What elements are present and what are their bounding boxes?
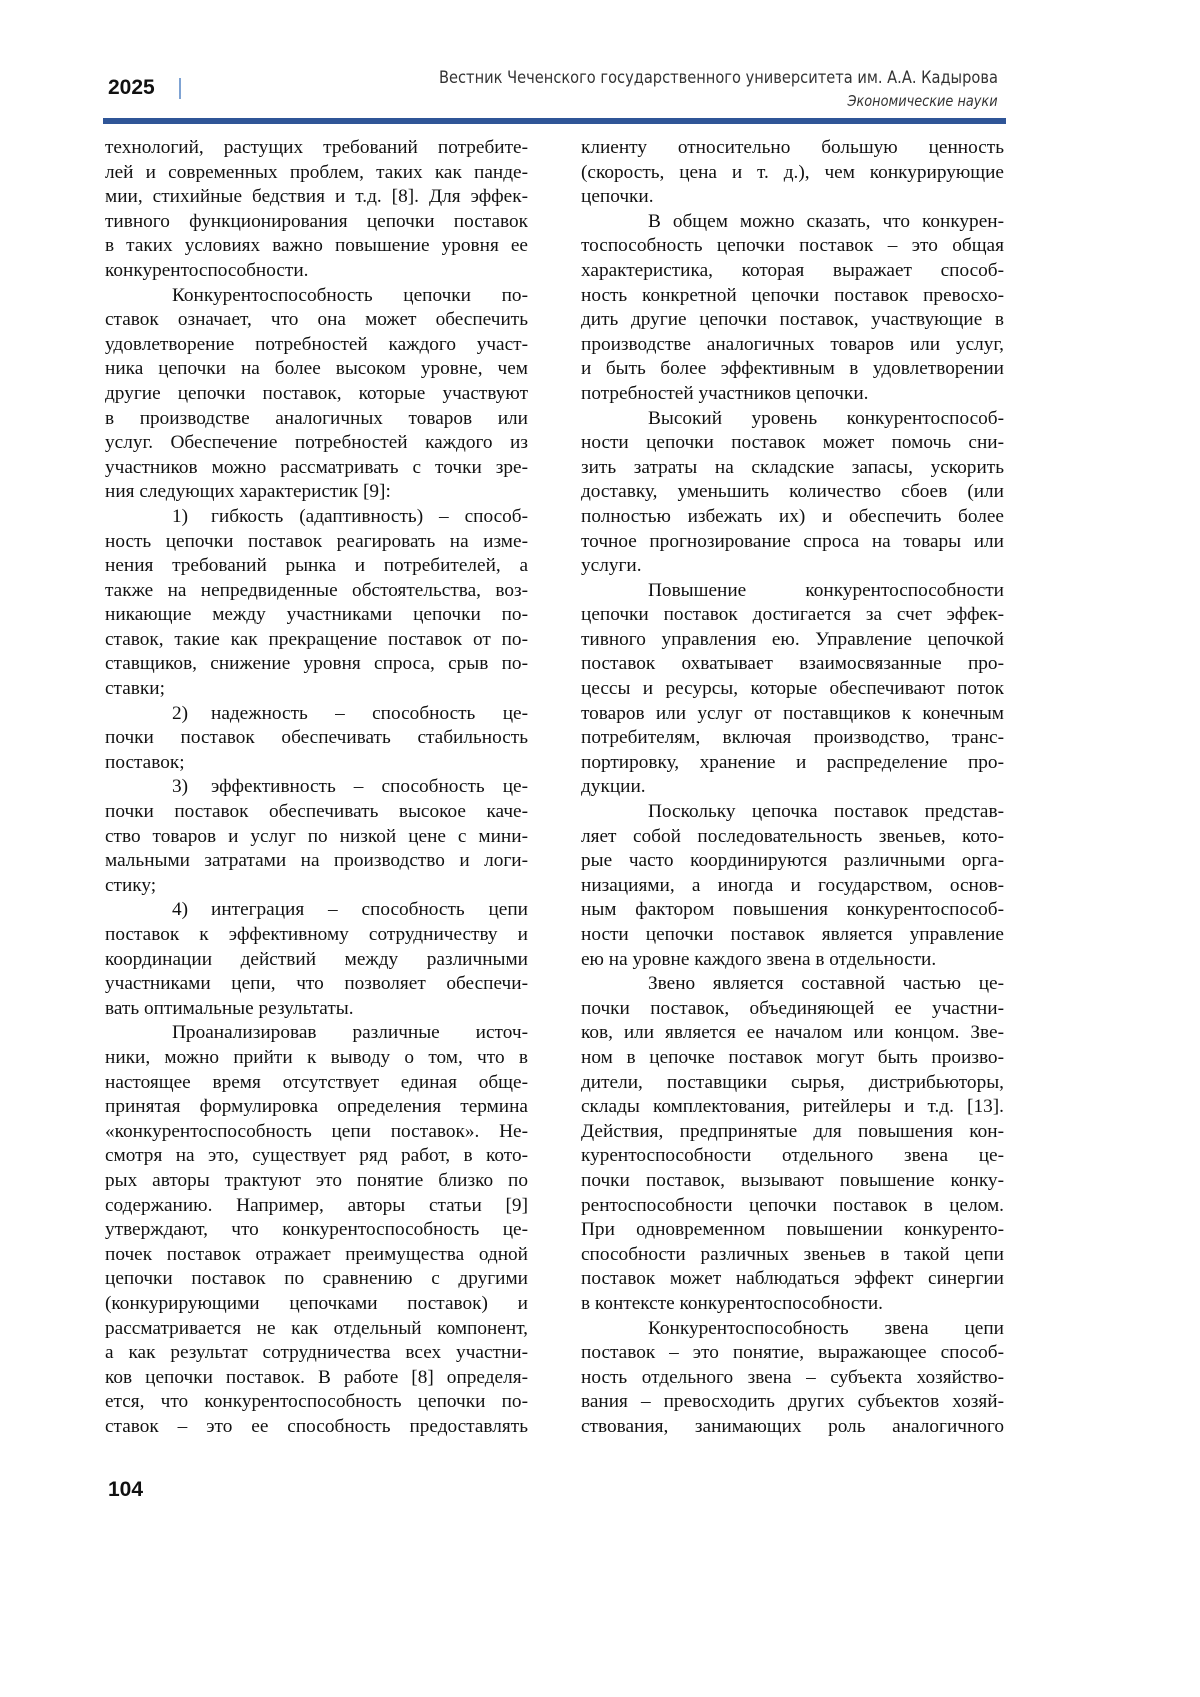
line-text: цепочки. xyxy=(581,185,1004,210)
text-line xyxy=(105,825,528,850)
line-text: тивного функционирования цепочки поставок xyxy=(105,210,528,235)
text-line xyxy=(581,1292,1004,1317)
text-line xyxy=(581,652,1004,677)
line-text: При одновременном повышении конкуренто- xyxy=(581,1218,1004,1243)
line-text: Конкурентоспособность цепочки по- xyxy=(172,284,528,309)
text-line xyxy=(581,1046,1004,1071)
line-text: ков цепочки поставок. В работе [8] определя- xyxy=(105,1366,528,1391)
paragraph xyxy=(105,505,528,702)
text-line xyxy=(105,1366,528,1391)
line-text: ство товаров и услуг по низкой цене с мини- xyxy=(105,825,528,850)
header-rule xyxy=(103,118,1006,124)
text-line xyxy=(105,1021,528,1046)
paragraph xyxy=(105,898,528,1021)
text-line xyxy=(581,923,1004,948)
text-line xyxy=(581,1021,1004,1046)
line-text: Конкурентоспособность звена цепи xyxy=(648,1317,1004,1342)
line-text: дить другие цепочки поставок, участвующие в xyxy=(581,308,1004,333)
paragraph xyxy=(581,407,1004,579)
text-line xyxy=(105,751,528,776)
text-line xyxy=(105,1071,528,1096)
line-text: ков, или является ее началом или концом. Зве- xyxy=(581,1021,1004,1046)
line-text: ным фактором повышения конкурентоспособ- xyxy=(581,898,1004,923)
line-text: клиенту относительно большую ценность xyxy=(581,136,1004,161)
line-text: принятая формулировка определения термина xyxy=(105,1095,528,1120)
line-text: вания – превосходить других субъектов хозяй- xyxy=(581,1390,1004,1415)
line-text: цепочки поставок по сравнению с другими xyxy=(105,1267,528,1292)
line-text: склады комплектования, ритейлеры и т.д. [13]. xyxy=(581,1095,1004,1120)
paragraph xyxy=(581,210,1004,407)
paragraph xyxy=(581,579,1004,800)
text-line xyxy=(581,726,1004,751)
text-line xyxy=(105,800,528,825)
line-text: услуги. xyxy=(581,554,1004,579)
text-line xyxy=(105,849,528,874)
line-text: интеграция – способность цепи xyxy=(211,898,528,923)
text-line xyxy=(105,136,528,161)
line-text: дукции. xyxy=(581,775,1004,800)
line-text: поставок охватывает взаимосвязанные про- xyxy=(581,652,1004,677)
text-line xyxy=(105,1267,528,1292)
line-text: другие цепочки поставок, которые участвуют xyxy=(105,382,528,407)
line-text: стику; xyxy=(105,874,528,899)
text-line xyxy=(105,456,528,481)
text-line xyxy=(581,136,1004,161)
line-text: (конкурирующими цепочками поставок) и xyxy=(105,1292,528,1317)
text-line xyxy=(105,1390,528,1415)
text-line xyxy=(105,702,528,727)
text-line xyxy=(581,1218,1004,1243)
text-line xyxy=(105,308,528,333)
line-text: смотря на это, существует ряд работ, в кото- xyxy=(105,1144,528,1169)
list-marker: 3) xyxy=(172,775,211,800)
line-text: поставок может наблюдаться эффект синергии xyxy=(581,1267,1004,1292)
page-number: 104 xyxy=(108,1478,143,1502)
line-text: и быть более эффективным в удовлетворении xyxy=(581,357,1004,382)
text-line xyxy=(581,505,1004,530)
line-text: ность цепочки поставок реагировать на изме- xyxy=(105,530,528,555)
line-text: вать оптимальные результаты. xyxy=(105,997,528,1022)
line-text: (скорость, цена и т. д.), чем конкурирующие xyxy=(581,161,1004,186)
line-text: ния следующих характеристик [9]: xyxy=(105,480,528,505)
line-text: участниками цепи, что позволяет обеспечи- xyxy=(105,972,528,997)
line-text: также на непредвиденные обстоятельства, воз- xyxy=(105,579,528,604)
text-line xyxy=(581,357,1004,382)
line-text: характеристика, которая выражает способ- xyxy=(581,259,1004,284)
text-line xyxy=(105,1120,528,1145)
year-divider xyxy=(179,78,181,99)
text-line xyxy=(581,431,1004,456)
line-text: способности различных звеньев в такой цепи xyxy=(581,1243,1004,1268)
text-line xyxy=(581,234,1004,259)
paragraph xyxy=(105,775,528,898)
line-text: Звено является составной частью це- xyxy=(648,972,1004,997)
line-text: низациями, а иногда и государством, основ- xyxy=(581,874,1004,899)
text-line xyxy=(105,1046,528,1071)
text-line xyxy=(105,333,528,358)
line-text: производстве аналогичных товаров или услуг, xyxy=(581,333,1004,358)
paragraph xyxy=(105,284,528,505)
text-line xyxy=(105,1169,528,1194)
text-line xyxy=(105,259,528,284)
line-text: рые часто координируются различными орга- xyxy=(581,849,1004,874)
line-text: ность конкретной цепочки поставок превосхо- xyxy=(581,284,1004,309)
line-text: ставок – это ее способность предоставлять xyxy=(105,1415,528,1440)
text-line xyxy=(581,1415,1004,1440)
text-line xyxy=(105,997,528,1022)
line-text: ставки; xyxy=(105,677,528,702)
text-line xyxy=(581,948,1004,973)
line-text: Проанализировав различные источ- xyxy=(172,1021,528,1046)
paragraph xyxy=(581,136,1004,210)
line-text: лей и современных проблем, таких как панде- xyxy=(105,161,528,186)
text-line xyxy=(581,210,1004,235)
text-line xyxy=(105,628,528,653)
text-line xyxy=(105,1144,528,1169)
text-line xyxy=(105,505,528,530)
text-line xyxy=(105,357,528,382)
text-line xyxy=(581,1267,1004,1292)
line-text: тоспособность цепочки поставок – это общая xyxy=(581,234,1004,259)
line-text: в таких условиях важно повышение уровня ее xyxy=(105,234,528,259)
text-line xyxy=(105,1415,528,1440)
line-text: рентоспособности цепочки поставок в целом. xyxy=(581,1194,1004,1219)
text-line xyxy=(581,333,1004,358)
text-line xyxy=(581,480,1004,505)
line-text: содержанию. Например, авторы статьи [9] xyxy=(105,1194,528,1219)
text-line xyxy=(581,702,1004,727)
text-line xyxy=(581,161,1004,186)
text-line xyxy=(581,554,1004,579)
text-line xyxy=(105,775,528,800)
text-line xyxy=(105,972,528,997)
line-text: «конкурентоспособность цепи поставок». Не- xyxy=(105,1120,528,1145)
line-text: услуг. Обеспечение потребностей каждого из xyxy=(105,431,528,456)
line-text: эффективность – способность це- xyxy=(211,775,528,800)
text-line xyxy=(105,579,528,604)
line-text: ставок означает, что она может обеспечить xyxy=(105,308,528,333)
text-line xyxy=(105,923,528,948)
line-text: зить затраты на складские запасы, ускорить xyxy=(581,456,1004,481)
line-text: технологий, растущих требований потребите- xyxy=(105,136,528,161)
line-text: ею на уровне каждого звена в отдельности. xyxy=(581,948,1004,973)
line-text: в контексте конкурентоспособности. xyxy=(581,1292,1004,1317)
text-line xyxy=(581,185,1004,210)
line-text: тивного управления ею. Управление цепочкой xyxy=(581,628,1004,653)
text-line xyxy=(105,1341,528,1366)
paragraph xyxy=(105,136,528,284)
line-text: ном в цепочке поставок могут быть произво- xyxy=(581,1046,1004,1071)
text-line xyxy=(105,652,528,677)
line-text: портировку, хранение и распределение про- xyxy=(581,751,1004,776)
line-text: цессы и ресурсы, которые обеспечивают поток xyxy=(581,677,1004,702)
line-text: поставок к эффективному сотрудничеству и xyxy=(105,923,528,948)
line-text: ется, что конкурентоспособность цепочки по- xyxy=(105,1390,528,1415)
line-text: Поскольку цепочка поставок представ- xyxy=(648,800,1004,825)
text-line xyxy=(105,1095,528,1120)
text-line xyxy=(581,308,1004,333)
list-marker: 1) xyxy=(172,505,211,530)
text-line xyxy=(581,898,1004,923)
text-line xyxy=(105,480,528,505)
text-line xyxy=(581,259,1004,284)
paragraph xyxy=(105,1021,528,1439)
text-line xyxy=(581,579,1004,604)
text-line xyxy=(581,530,1004,555)
list-marker: 2) xyxy=(172,702,211,727)
text-line xyxy=(581,997,1004,1022)
line-text: нения требований рынка и потребителей, а xyxy=(105,554,528,579)
journal-section: Экономические науки xyxy=(848,92,998,110)
text-line xyxy=(105,431,528,456)
text-line xyxy=(581,677,1004,702)
text-line xyxy=(581,849,1004,874)
line-text: а как результат сотрудничества всех участни- xyxy=(105,1341,528,1366)
text-line xyxy=(105,874,528,899)
text-line xyxy=(581,1169,1004,1194)
text-line xyxy=(105,210,528,235)
line-text: ности цепочки поставок является управление xyxy=(581,923,1004,948)
line-text: точное прогнозирование спроса на товары или xyxy=(581,530,1004,555)
text-line xyxy=(581,382,1004,407)
line-text: ности цепочки поставок может помочь сни- xyxy=(581,431,1004,456)
text-line xyxy=(105,1218,528,1243)
text-line xyxy=(581,775,1004,800)
line-text: ставок, такие как прекращение поставок от по- xyxy=(105,628,528,653)
text-line xyxy=(105,530,528,555)
text-line xyxy=(105,161,528,186)
text-column-right xyxy=(581,136,1004,1439)
line-text: рых авторы трактуют это понятие близко по xyxy=(105,1169,528,1194)
line-text: почки поставок, вызывают повышение конку- xyxy=(581,1169,1004,1194)
line-text: почки поставок обеспечивать высокое каче- xyxy=(105,800,528,825)
line-text: мии, стихийные бедствия и т.д. [8]. Для эффек- xyxy=(105,185,528,210)
text-line xyxy=(581,825,1004,850)
line-text: участников можно рассматривать с точки зре- xyxy=(105,456,528,481)
issue-year: 2025 xyxy=(108,76,155,100)
line-text: настоящее время отсутствует единая обще- xyxy=(105,1071,528,1096)
line-text: в производстве аналогичных товаров или xyxy=(105,407,528,432)
line-text: ляет собой последовательность звеньев, кото- xyxy=(581,825,1004,850)
text-line xyxy=(581,1071,1004,1096)
text-line xyxy=(105,1194,528,1219)
line-text: надежность – способность це- xyxy=(211,702,528,727)
line-text: удовлетворение потребностей каждого участ- xyxy=(105,333,528,358)
line-text: ность отдельного звена – субъекта хозяйство- xyxy=(581,1366,1004,1391)
line-text: ствования, занимающих роль аналогичного xyxy=(581,1415,1004,1440)
text-column-left xyxy=(105,136,528,1439)
line-text: поставок; xyxy=(105,751,528,776)
line-text: курентоспособности отдельного звена це- xyxy=(581,1144,1004,1169)
line-text: доставку, уменьшить количество сбоев (или xyxy=(581,480,1004,505)
text-line xyxy=(581,456,1004,481)
list-marker: 4) xyxy=(172,898,211,923)
text-line xyxy=(105,185,528,210)
line-text: поставок – это понятие, выражающее способ- xyxy=(581,1341,1004,1366)
paragraph xyxy=(581,1317,1004,1440)
journal-title: Вестник Чеченского государственного университета им. А.А. Кадырова xyxy=(439,68,998,88)
line-text: мальными затратами на производство и логи- xyxy=(105,849,528,874)
line-text: товаров или услуг от поставщиков к конечным xyxy=(581,702,1004,727)
line-text: почек поставок отражает преимущества одной xyxy=(105,1243,528,1268)
line-text: Повышение конкурентоспособности xyxy=(648,579,1004,604)
text-line xyxy=(581,800,1004,825)
line-text: Действия, предпринятые для повышения кон- xyxy=(581,1120,1004,1145)
paragraph xyxy=(105,702,528,776)
text-line xyxy=(581,1317,1004,1342)
text-line xyxy=(105,726,528,751)
line-text: потребностей участников цепочки. xyxy=(581,382,1004,407)
text-line xyxy=(105,1317,528,1342)
line-text: дители, поставщики сырья, дистрибьюторы, xyxy=(581,1071,1004,1096)
text-line xyxy=(581,751,1004,776)
text-line xyxy=(581,628,1004,653)
text-line xyxy=(105,603,528,628)
line-text: почки поставок обеспечивать стабильность xyxy=(105,726,528,751)
text-line xyxy=(581,1390,1004,1415)
text-line xyxy=(581,603,1004,628)
text-line xyxy=(581,874,1004,899)
line-text: цепочки поставок достигается за счет эффек- xyxy=(581,603,1004,628)
text-line xyxy=(581,1366,1004,1391)
text-line xyxy=(105,898,528,923)
paragraph xyxy=(581,800,1004,972)
text-line xyxy=(105,1243,528,1268)
text-line xyxy=(581,1341,1004,1366)
line-text: рассматривается не как отдельный компонент, xyxy=(105,1317,528,1342)
text-line xyxy=(581,407,1004,432)
text-line xyxy=(581,1194,1004,1219)
line-text: почки поставок, объединяющей ее участни- xyxy=(581,997,1004,1022)
text-line xyxy=(105,382,528,407)
text-line xyxy=(105,554,528,579)
text-line xyxy=(105,407,528,432)
line-text: гибкость (адаптивность) – способ- xyxy=(211,505,528,530)
line-text: конкурентоспособности. xyxy=(105,259,528,284)
line-text: утверждают, что конкурентоспособность це- xyxy=(105,1218,528,1243)
text-line xyxy=(581,972,1004,997)
paragraph xyxy=(581,972,1004,1316)
line-text: полностью избежать их) и обеспечить более xyxy=(581,505,1004,530)
line-text: ставщиков, снижение уровня спроса, срыв по- xyxy=(105,652,528,677)
text-line xyxy=(581,284,1004,309)
line-text: ника цепочки на более высоком уровне, чем xyxy=(105,357,528,382)
line-text: потребителям, включая производство, транс- xyxy=(581,726,1004,751)
text-line xyxy=(581,1095,1004,1120)
text-line xyxy=(105,1292,528,1317)
text-line xyxy=(105,234,528,259)
text-line xyxy=(581,1120,1004,1145)
line-text: координации действий между различными xyxy=(105,948,528,973)
line-text: ники, можно прийти к выводу о том, что в xyxy=(105,1046,528,1071)
text-line xyxy=(105,948,528,973)
text-line xyxy=(581,1144,1004,1169)
line-text: Высокий уровень конкурентоспособ- xyxy=(648,407,1004,432)
text-line xyxy=(581,1243,1004,1268)
text-line xyxy=(105,677,528,702)
text-line xyxy=(105,284,528,309)
line-text: никающие между участниками цепочки по- xyxy=(105,603,528,628)
line-text: В общем можно сказать, что конкурен- xyxy=(648,210,1004,235)
